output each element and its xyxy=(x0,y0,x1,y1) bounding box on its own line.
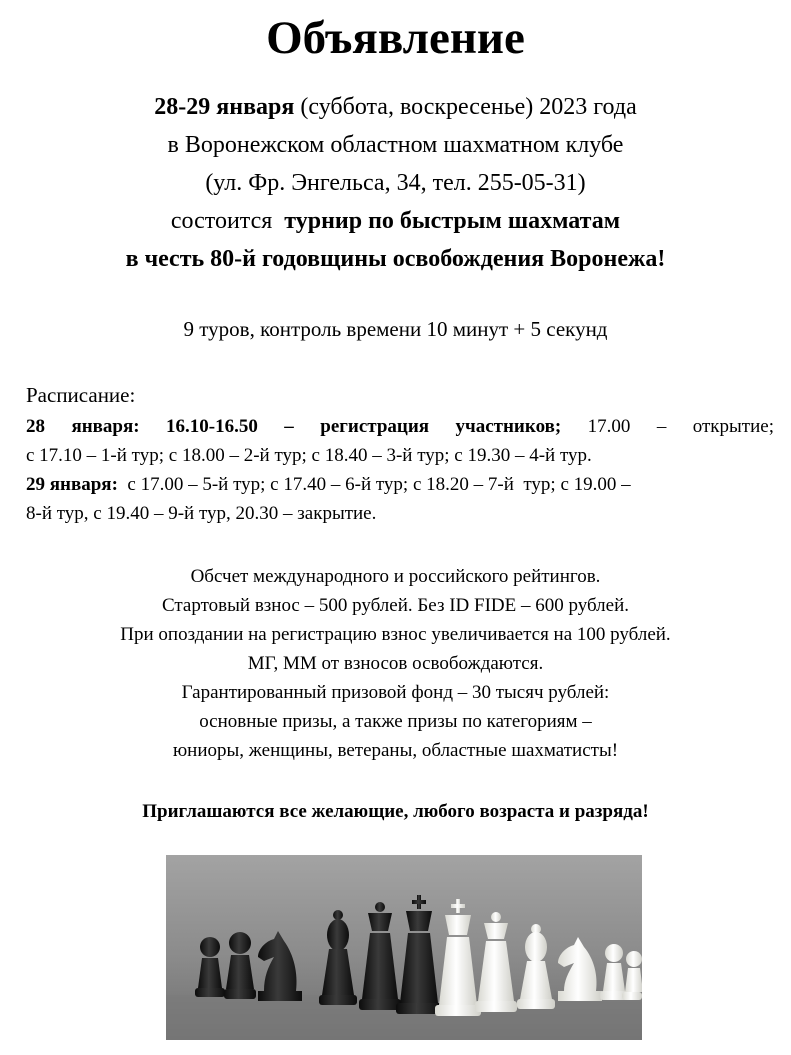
intro-event-name: турнир по быстрым шахматам xyxy=(284,208,621,234)
schedule-day2-line xyxy=(26,470,774,499)
intro-venue: в Воронежском областном шахматном клубе xyxy=(167,132,624,158)
chess-pieces-image xyxy=(166,855,642,1040)
announcement-intro xyxy=(0,88,791,278)
rounds-info: 9 туров, контроль времени 10 минут + 5 секунд xyxy=(183,317,608,341)
info-line: Стартовый взнос – 500 рублей. Без ID FIDE – 600 рублей. xyxy=(161,595,630,616)
info-line: При опоздании на регистрацию взнос увеличивается на 100 рублей. xyxy=(120,624,671,645)
info-line: Гарантированный призовой фонд – 30 тысяч рублей: xyxy=(181,682,610,703)
schedule-day2-rest: с 17.00 – 5-й тур; с 17.40 – 6-й тур; с 18.20 – 7-й тур; с 19.00 – xyxy=(117,474,631,495)
info-line: Обсчет международного и российского рейтингов. xyxy=(190,566,601,587)
schedule-heading: Расписание: xyxy=(26,383,136,407)
tournament-info xyxy=(0,562,791,765)
intro-occasion: в честь 80-й годовщины освобождения Воронежа! xyxy=(125,246,666,272)
intro-event-line xyxy=(0,202,791,240)
schedule-day2-rounds: 8-й тур, с 19.40 – 9-й тур, 20.30 – закрытие. xyxy=(26,503,377,524)
schedule-day1-rest: 17.00 – открытие; xyxy=(561,416,774,437)
page-title: Объявление xyxy=(266,12,525,64)
schedule-day2-bold: 29 января: xyxy=(26,474,118,495)
info-line: основные призы, а также призы по категориям – xyxy=(199,711,592,732)
schedule-day1-line xyxy=(26,412,774,441)
invitation: Приглашаются все желающие, любого возраста и разряда! xyxy=(142,801,649,822)
intro-address: (ул. Фр. Энгельса, 34, тел. 255-05-31) xyxy=(205,170,586,196)
schedule-day1-rounds: с 17.10 – 1-й тур; с 18.00 – 2-й тур; с 18.40 – 3-й тур; с 19.30 – 4-й тур. xyxy=(26,445,592,466)
schedule-day1-bold: 28 января: 16.10-16.50 – регистрация участников; xyxy=(26,416,562,437)
intro-occasion-line xyxy=(0,240,791,278)
intro-date: 28-29 января xyxy=(154,94,295,120)
info-line: МГ, ММ от взносов освобождаются. xyxy=(247,653,544,674)
schedule-block xyxy=(26,412,774,528)
intro-event-prefix: состоится xyxy=(170,208,285,234)
intro-date-line xyxy=(0,88,791,126)
intro-date-rest: (суббота, воскресенье) 2023 года xyxy=(294,94,637,120)
info-line: юниоры, женщины, ветераны, областные шахматисты! xyxy=(172,740,619,761)
